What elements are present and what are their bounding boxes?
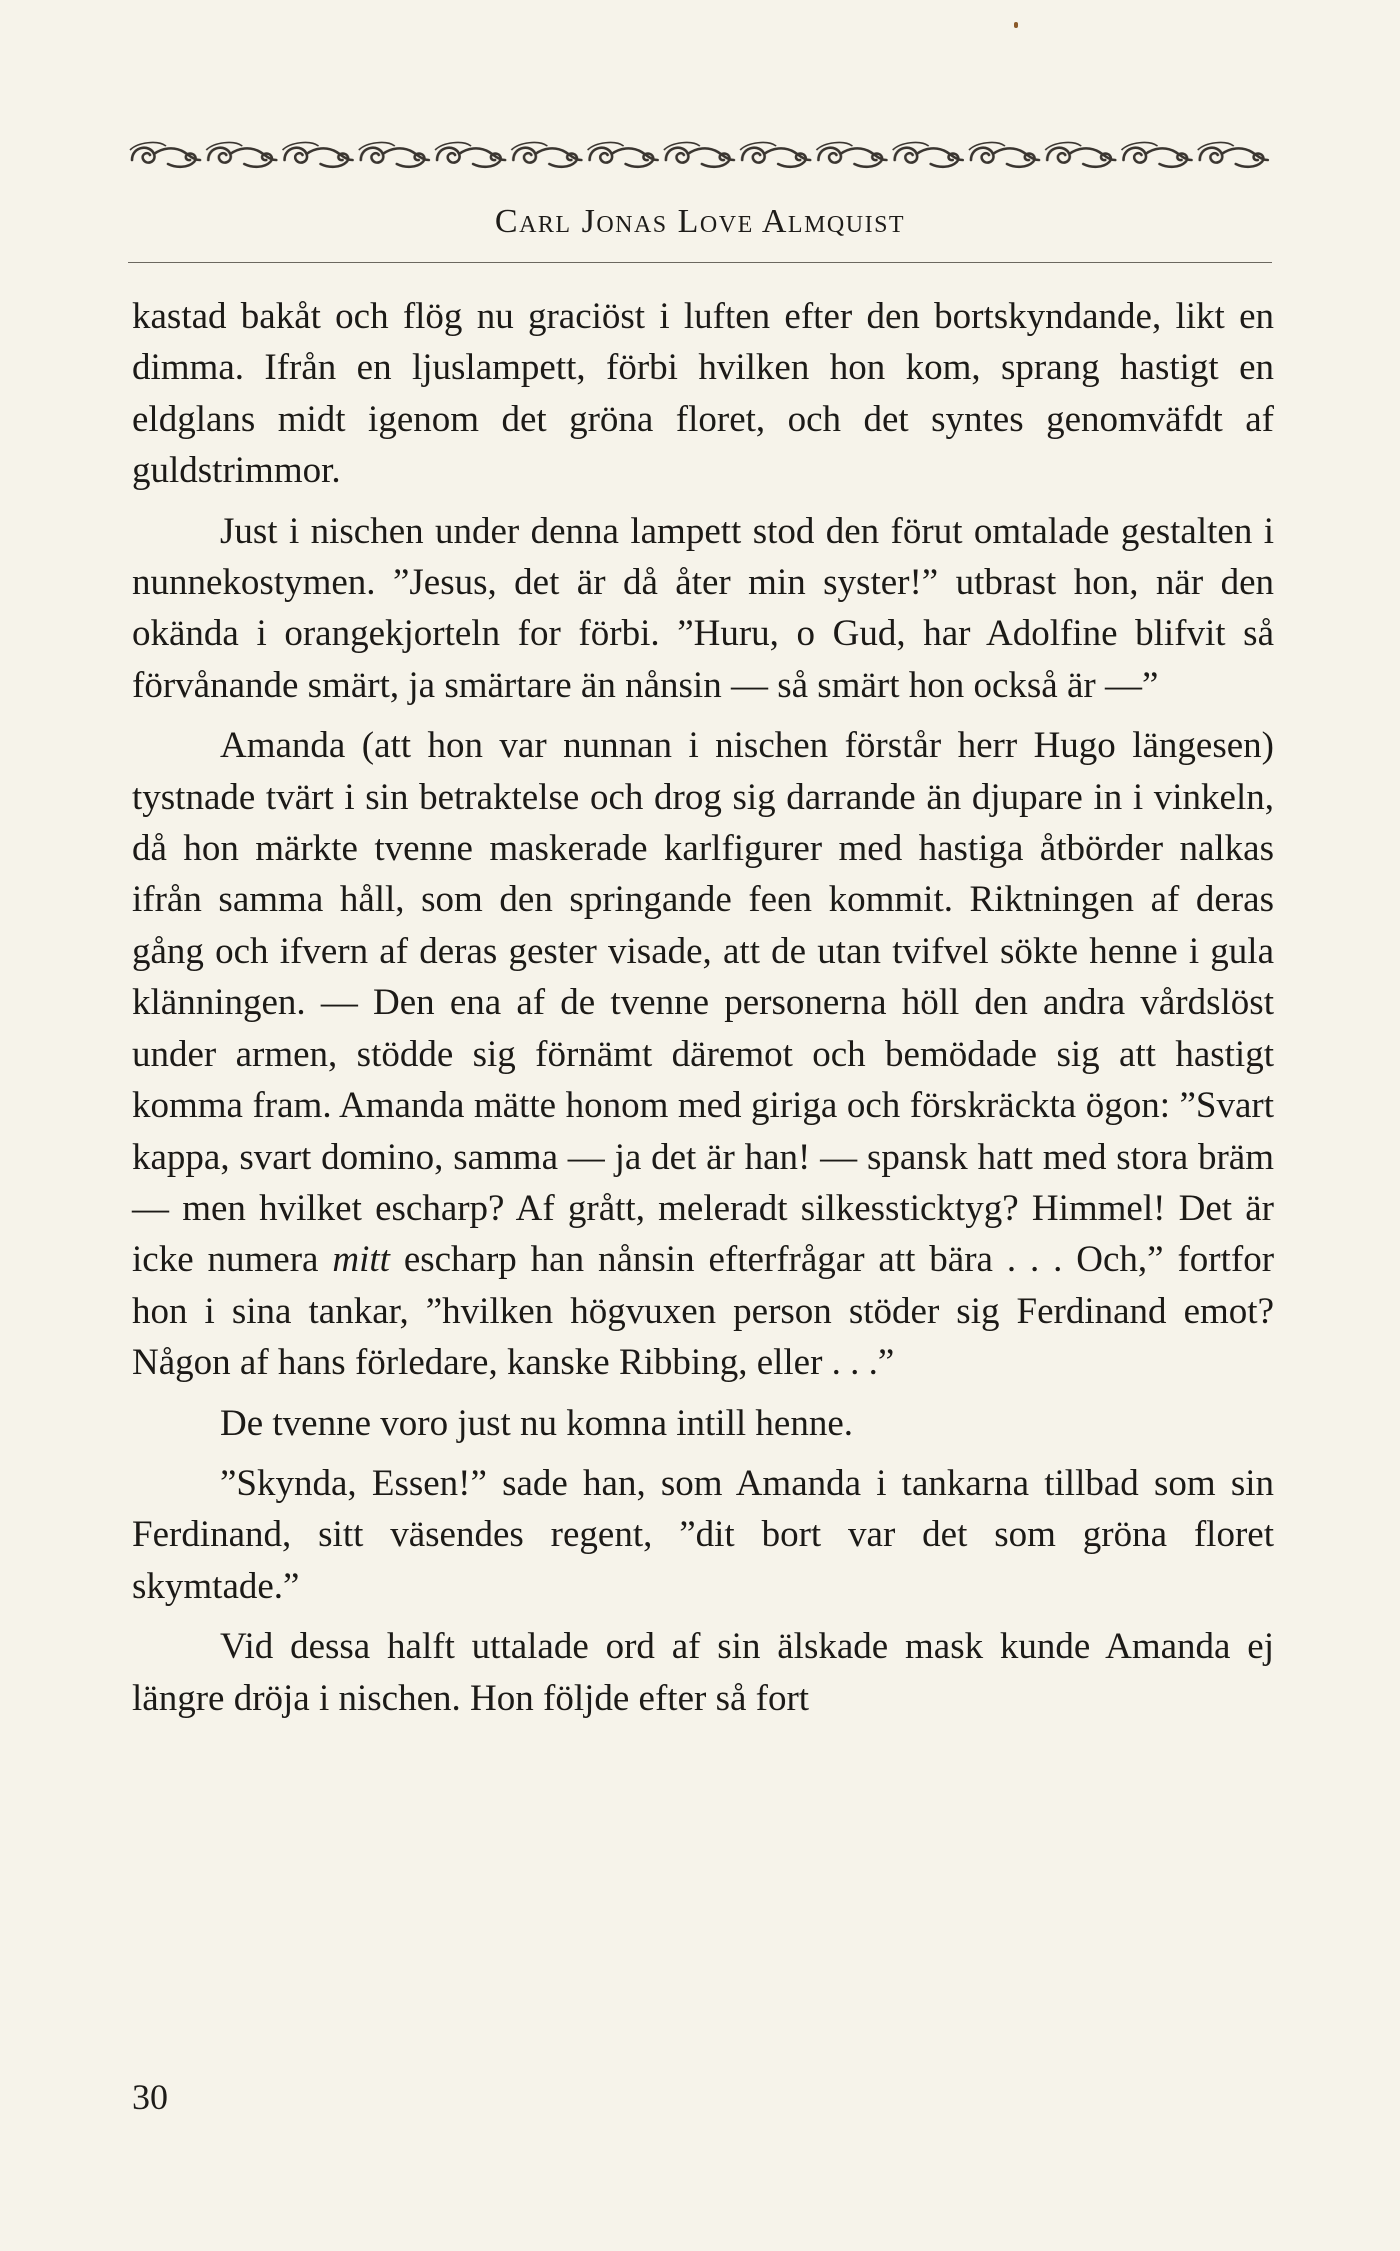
- paragraph-3: [132, 720, 1274, 1388]
- decorative-scroll-border: [128, 138, 1272, 174]
- body-text: [132, 291, 1274, 1733]
- paragraph-6: Vid dessa halft uttalade ord af sin älskade mask kunde Amanda ej längre dröja i nischen. Hon följde efter så fort: [132, 1626, 1274, 1719]
- paragraph-3-text: Amanda (att hon var nunnan i nischen förstår herr Hugo längesen) tystnade tvärt i sin betraktelse och drog sig darrande än djupare in i vinkeln, då hon märkte tvenne maskerade karlfigurer med hastiga åtbörder nalkas ifrån samma håll, som den springande feen kommit. Riktningen af deras gång och ifvern af deras gester visade, att de utan tvifvel sökte henne i gula klänningen. — Den ena af de tvenne personerna höll den andra vårdslöst under armen, stödde sig förnämt däremot och bemödade sig att hastigt komma fram. Amanda mätte honom med giriga och förskräckta ögon: ”Svart kappa, svart domino, samma — ja det är han! — spansk hatt med stora bräm — men hvilket escharp? Af grått, meleradt silkessticktyg? Himmel! Det är icke numera: [132, 725, 1274, 1281]
- paragraph-5: ”Skynda, Essen!” sade han, som Amanda i tankarna tillbad som sin Ferdinand, sitt väsendes regent, ”dit bort var det som gröna floret skymtade.”: [132, 1462, 1274, 1607]
- paragraph-3-tail: escharp han nånsin efterfrågar att bära . . . Och,” fortfor hon i sina tankar, ”hvilken högvuxen person stöder sig Ferdinand emot? Någon af hans förledare, kanske Ribbing, eller . . .”: [132, 1239, 1275, 1384]
- paragraph-3-emphasis: mitt: [332, 1239, 390, 1281]
- paragraph-4: De tvenne voro just nu komna intill henne.: [220, 1402, 853, 1444]
- page-number: 30: [132, 2077, 168, 2117]
- running-header-author: Carl Jonas Love Almquist: [494, 203, 906, 240]
- paragraph-1: kastad bakåt och flög nu graciöst i luften efter den bortskyndande, likt en dimma. Ifrån en ljuslampett, förbi hvilken hon kom, sprang hastigt en eldglans midt igenom det gröna floret, och det syntes genomväfdt af guldstrimmor.: [132, 296, 1274, 492]
- paragraph-2: Just i nischen under denna lampett stod den förut omtalade gestalten i nunnekostymen. ”Jesus, det är då åter min syster!” utbrast hon, när den okända i orangekjorteln for förbi. ”Huru, o Gud, har Adolfine blifvit så förvånande smärt, ja smärtare än nånsin — så smärt hon också är —”: [132, 510, 1274, 706]
- ink-speck: [1014, 22, 1018, 28]
- header-rule: [128, 262, 1272, 263]
